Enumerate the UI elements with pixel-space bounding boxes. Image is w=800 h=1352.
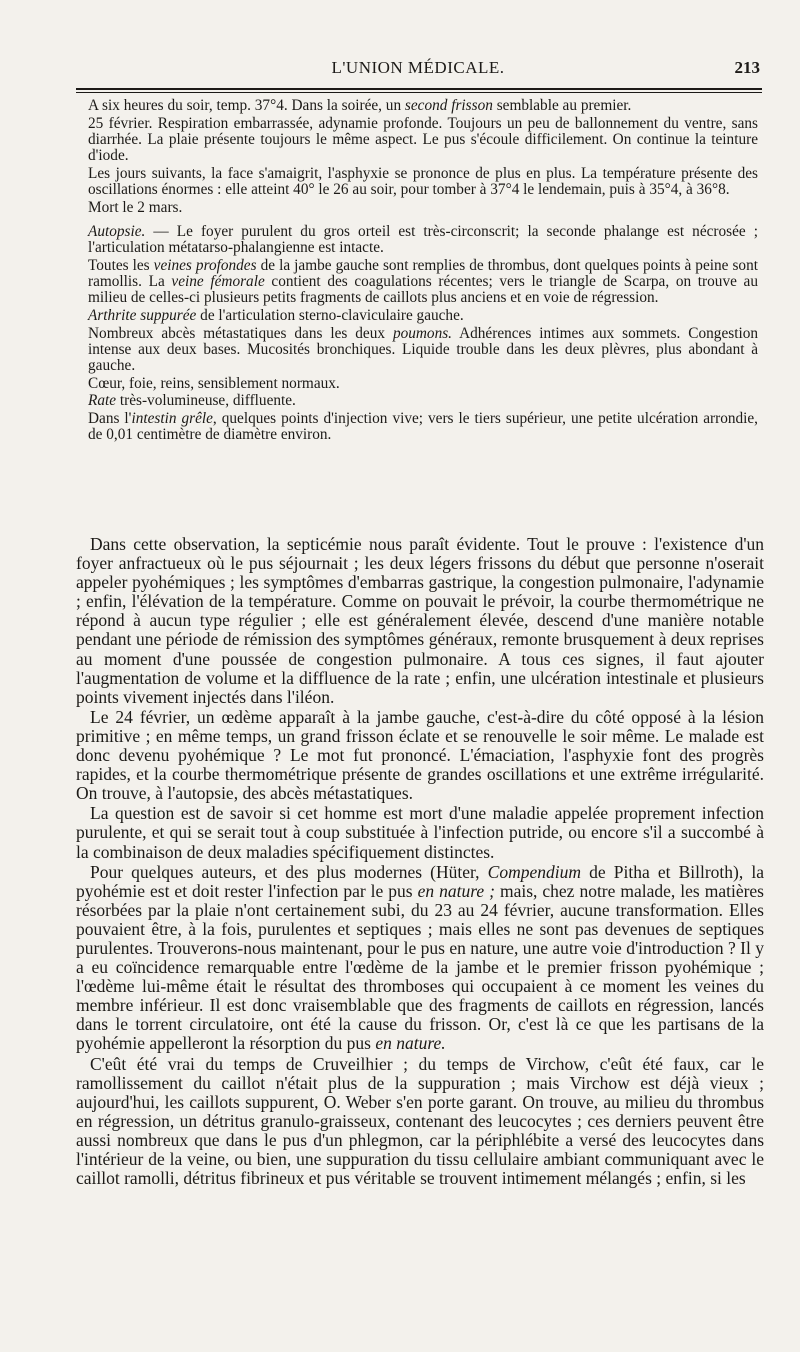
italic-span: second frisson xyxy=(404,97,493,114)
observation-notes xyxy=(88,98,758,444)
italic-span: Autopsie. xyxy=(88,222,146,240)
commentary-paragraph xyxy=(76,535,764,707)
text-span: contient des coagulations récentes; vers le triangle de Scarpa, on trouve au milieu de celles-ci plusieurs petits fragments de caillots plus anciens et en voie de régression. xyxy=(88,273,758,307)
observation-paragraph xyxy=(88,166,758,198)
text-span: La question est de savoir si cet homme est mort d'une maladie appelée proprement infection purulente, et qui se serait tout à coup substituée à l'infection putride, ou encore s'il a succombé à la combinaison de deux maladies spécifiquement distinctes. xyxy=(76,803,764,862)
italic-span: veine fémorale xyxy=(171,273,265,291)
observation-paragraph xyxy=(88,376,758,392)
text-span: Adhérences intimes aux sommets. Congestion intense aux deux bases. Mucosités bronchiques. Liquide trouble dans les deux plèvres, plus abondant à gauche. xyxy=(88,324,758,375)
italic-span: poumons. xyxy=(392,324,453,342)
text-span: semblable au premier. xyxy=(492,97,632,114)
italic-span: veines profondes xyxy=(153,256,257,274)
header-rule-thin xyxy=(76,92,762,93)
text-span: Pour quelques auteurs, et des plus modernes (Hüter, xyxy=(90,861,488,882)
text-span: très-volumineuse, diffluente. xyxy=(116,392,296,410)
commentary-paragraph xyxy=(76,1055,764,1189)
italic-span: Rate xyxy=(88,392,117,410)
text-span: Nombreux abcès métastatiques dans les deux xyxy=(88,324,393,342)
italic-span: intestin grêle xyxy=(131,410,213,428)
text-span: de l'articulation sterno-claviculaire gauche. xyxy=(196,306,464,324)
text-span: C'eût été vrai du temps de Cruveilhier ; du temps de Virchow, c'eût été faux, car le ramollissement du caillot n'était plus de la suppuration ; mais Virchow est déjà vieux ; aujourd'hui, les caillots suppurent, O. Weber s'en porte garant. On trouve, au milieu du thrombus en régression, un détritus granulo-graisseux, contenant des leucocytes ; ces derniers peuvent être aussi nombreux que dans le pus d'un phlegmon, car la périphlébite a versé des leucocytes dans l'intérieur de la veine, ou bien, une suppuration du tissu cellulaire ambiant communiquant avec le caillot ramolli, détritus fibrineux et pus véritable se trouvent intimement mélangés ; enfin, si les xyxy=(76,1053,764,1189)
commentary-paragraph xyxy=(76,863,764,1054)
text-span: A six heures du soir, temp. 37°4. Dans la soirée, un xyxy=(88,97,405,114)
text-span: de Pitha et Billroth), la pyohémie est et doit rester l'infection par le pus xyxy=(76,861,764,901)
text-span: Les jours suivants, la face s'amaigrit, l'asphyxie se prononce de plus en plus. La température présente des oscillations énormes : elle atteint 40° le 26 au soir, pour tomber à 37°4 le lendemain, puis à 35°4, à 36°8. xyxy=(88,164,758,199)
italic-span: en nature ; xyxy=(417,880,495,901)
text-span: — Le foyer purulent du gros orteil est très-circonscrit; la seconde phalange est nécrosée ; l'articulation métatarso-phalangienne est intacte. xyxy=(88,222,758,257)
text-span: de la jambe gauche sont remplies de thrombus, dont quelques points à peine sont ramollis. La xyxy=(88,256,758,291)
text-span: Dans cette observation, la septicémie nous paraît évidente. Tout le prouve : l'existence d'un foyer anfractueux où le pus séjournait ; les deux légers frissons du début que personne n'oserait appeler pyohémiques ; les symptômes d'embarras gastrique, la congestion pulmonaire, l'adynamie ; enfin, l'élévation de la température. Comme on pouvait le prévoir, la courbe thermométrique ne répond à aucun type régulier ; elle est généralement élevée, descend d'une manière notable pendant une période de rémission des symptômes généraux, remonte brusquement à deux reprises au moment d'une poussée de congestion pulmonaire. A tous ces signes, il faut ajouter l'augmentation de volume et la diffluence de la rate ; enfin, une ulcération intestinale et plusieurs points vivement injectés dans l'iléon. xyxy=(76,534,764,707)
observation-paragraph xyxy=(88,224,758,256)
italic-span: Compendium xyxy=(487,861,581,882)
text-span: Dans l' xyxy=(88,410,132,428)
observation-paragraph xyxy=(88,326,758,375)
header-rule xyxy=(76,88,762,90)
observation-paragraph xyxy=(88,308,758,324)
commentary-paragraph xyxy=(76,708,764,803)
text-span: mais, chez notre malade, les matières résorbées par la plaie n'ont certainement subi, du 23 au 24 février, aucune transformation. Elles pouvaient être, à la fois, purulentes et septiques ; mais elles ne sont pas devenues de septiques purulentes. Trouverons-nous maintenant, pour le pus en nature, une autre voie d'introduction ? Il y a eu coïncidence remarquable entre l'œdème de la jambe et le premier frisson pyohémique ; l'œdème lui-même était le résultat des thromboses qui occupaient à ce moment les veines du membre inférieur. Il est donc vraisemblable que des fragments de caillots en régression, lancés dans le torrent circulatoire, ont été la cause du frisson. Or, c'est là ce que les partisans de la pyohémie appelleront la résorption du pus xyxy=(76,880,764,1054)
text-span: 25 février. Respiration embarrassée, adynamie profonde. Toujours un peu de ballonnement du ventre, sans diarrhée. La plaie présente toujours le même aspect. Le pus s'écoule difficilement. On continue la teinture d'iode. xyxy=(88,114,758,165)
italic-span: Arthrite suppurée xyxy=(88,306,197,324)
commentary-paragraph xyxy=(76,804,764,861)
italic-span: en nature. xyxy=(375,1033,446,1054)
text-span: , quelques points d'injection vive; vers le tiers supérieur, une petite ulcération arrondie, de 0,01 centimètre de diamètre environ. xyxy=(88,410,758,444)
running-header xyxy=(76,58,760,84)
page-number: 213 xyxy=(734,58,760,77)
journal-title: L'UNION MÉDICALE. xyxy=(331,58,505,77)
observation-paragraph xyxy=(88,393,758,409)
text-span: Le 24 février, un œdème apparaît à la jambe gauche, c'est-à-dire du côté opposé à la lésion primitive ; en même temps, un grand frisson éclate et se renouvelle le soir même. Le malade est donc devenu pyohémique ? Le mot fut prononcé. L'émaciation, l'asphyxie font des progrès rapides, et la courbe thermométrique présente de grandes oscillations et une extrême irrégularité. On trouve, à l'autopsie, des abcès métastatiques. xyxy=(76,706,764,804)
commentary-text xyxy=(76,535,764,1188)
observation-paragraph xyxy=(88,116,758,165)
text-span: Cœur, foie, reins, sensiblement normaux. xyxy=(88,374,340,392)
text-span: Toutes les xyxy=(88,256,154,274)
text-span: Mort le 2 mars. xyxy=(88,198,183,216)
observation-paragraph xyxy=(88,200,758,216)
observation-paragraph xyxy=(88,411,758,443)
observation-paragraph xyxy=(88,258,758,307)
observation-paragraph xyxy=(88,98,758,114)
